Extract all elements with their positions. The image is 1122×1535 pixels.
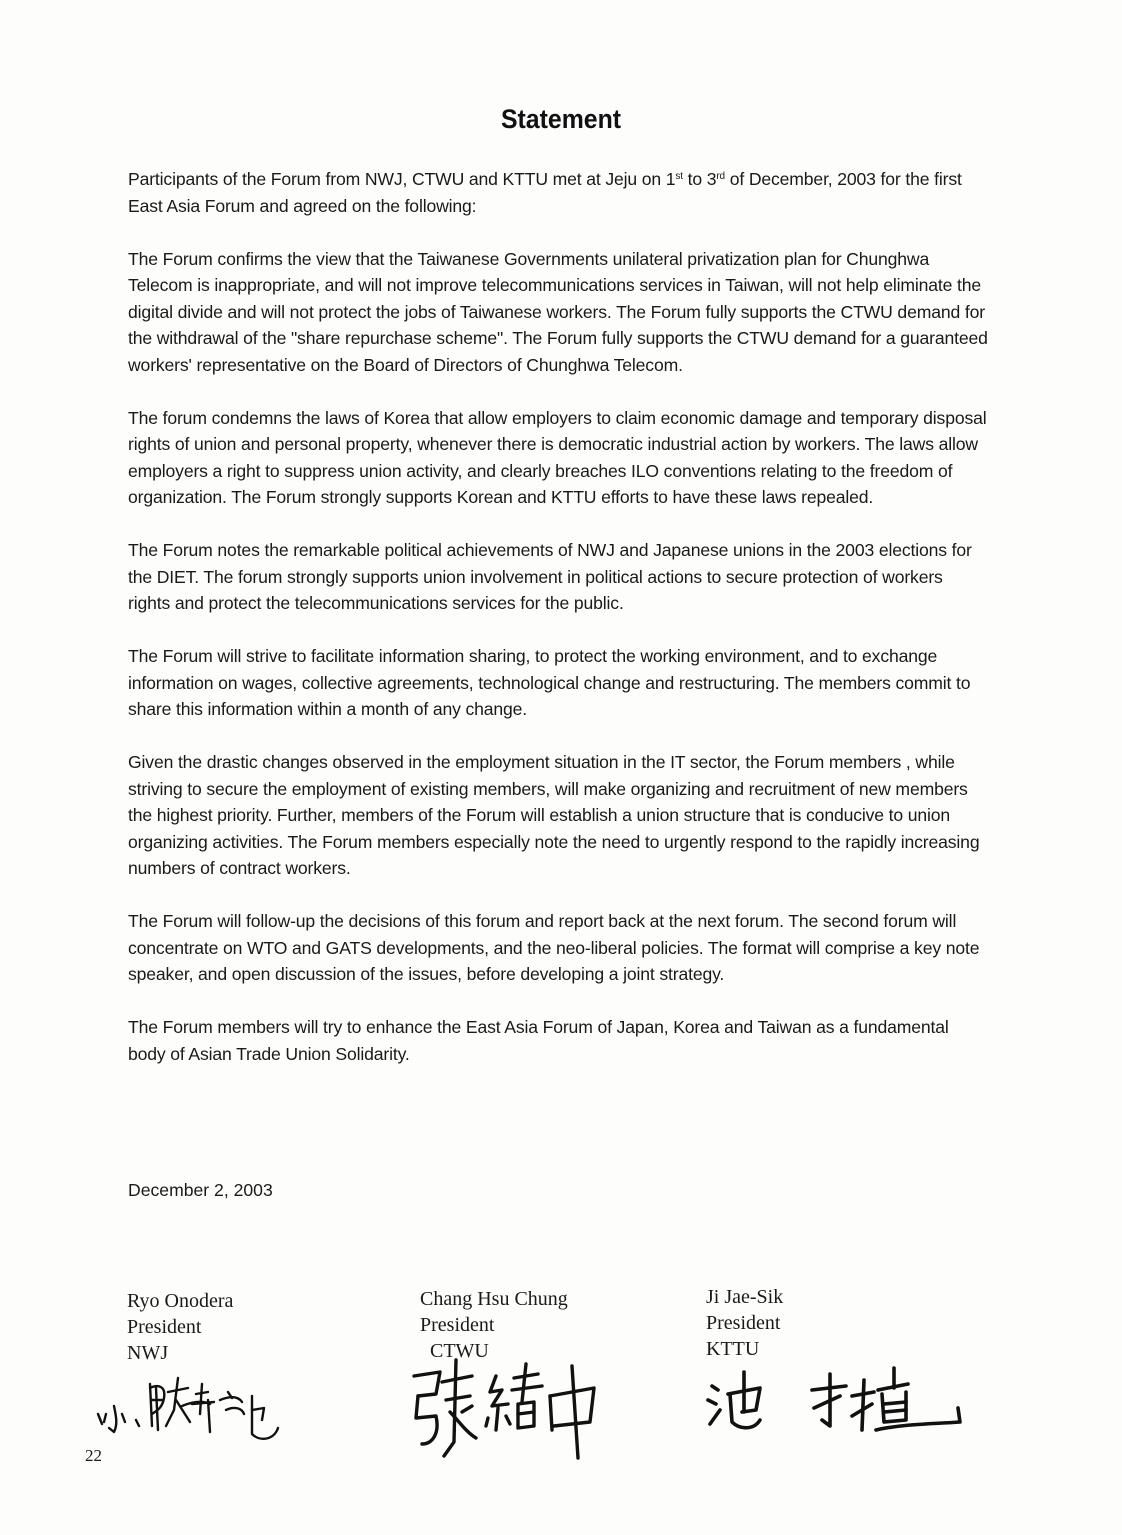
signatory-title: President <box>706 1312 781 1334</box>
signatory-nwj <box>127 1288 233 1366</box>
signatory-org: NWJ <box>127 1342 169 1364</box>
intro-sup-2: rd <box>716 171 725 182</box>
statement-date: December 2, 2003 <box>128 1180 273 1200</box>
signatory-org: KTTU <box>706 1338 760 1360</box>
statement-body <box>128 164 988 1094</box>
intro-paragraph <box>128 164 988 219</box>
intro-text-3: of December, 2003 for the first East Asia Forum and agreed on the following: <box>128 169 962 216</box>
paragraph-taiwan: The Forum confirms the view that the Taiwanese Governments unilateral privatization plan for Chunghwa Telecom is inappropriate, and will not improve telecommunications services in Taiwan, will not help eliminate the digital divide and will not protect the jobs of Taiwanese workers. The Forum fully supports the CTWU demand for the withdrawal of the "share repurchase scheme". The Forum fully supports the CTWU demand for a guaranteed workers' representative on the Board of Directors of Chunghwa Telecom. <box>128 248 988 375</box>
handwritten-signature-ji <box>702 1360 972 1440</box>
paragraph-organizing: Given the drastic changes observed in the employment situation in the IT sector, the Forum members , while striving to secure the employment of existing members, will make organizing and recruitment of new members the highest priority. Further, members of the Forum will establish a union structure that is conducive to union organizing activities. The Forum members especially note the need to urgently respond to the rapidly increasing numbers of contract workers. <box>128 752 980 878</box>
paragraph-korea: The forum condemns the laws of Korea that allow employers to claim economic damage and temporary disposal rights of union and personal property, whenever there is democratic industrial action by workers. The laws allow employers a right to suppress union activity, and clearly breaches ILO conventions relating to the freedom of organization. The Forum strongly supports Korean and KTTU efforts to have these laws repealed. <box>128 407 987 507</box>
signatory-title: President <box>127 1316 202 1338</box>
handwritten-signature-chang <box>400 1346 600 1466</box>
intro-text-2: to 3 <box>682 169 717 189</box>
page-title: Statement <box>500 104 622 134</box>
signatory-kttu <box>706 1284 783 1362</box>
intro-sup-1: st <box>675 171 683 182</box>
signatory-name: Ji Jae-Sik <box>706 1286 784 1308</box>
signatory-title: President <box>420 1314 495 1336</box>
handwritten-signature-onodera <box>92 1370 302 1448</box>
paragraph-follow-up: The Forum will follow-up the decisions of this forum and report back at the next forum. The second forum will concentrate on WTO and GATS developments, and the neo-liberal policies. The format will comprise a key note speaker, and open discussion of the issues, before developing a joint strategy. <box>128 911 980 984</box>
paragraph-solidarity: The Forum members will try to enhance the East Asia Forum of Japan, Korea and Taiwan as a fundamental body of Asian Trade Union Solidarity. <box>128 1017 949 1064</box>
signatory-org: CTWU <box>430 1340 489 1362</box>
paragraph-information-sharing: The Forum will strive to facilitate information sharing, to protect the working environment, and to exchange information on wages, collective agreements, technological change and restructuring. The members commit to share this information within a month of any change. <box>128 646 971 719</box>
intro-text-1: Participants of the Forum from NWJ, CTWU and KTTU met at Jeju on 1 <box>128 169 676 189</box>
paragraph-japan: The Forum notes the remarkable political achievements of NWJ and Japanese unions in the 2003 elections for the DIET. The forum strongly supports union involvement in political actions to secure protection of workers rights and protect the telecommunications services for the public. <box>128 540 972 613</box>
signatory-name: Chang Hsu Chung <box>420 1288 568 1310</box>
signatory-name: Ryo Onodera <box>127 1290 234 1312</box>
page-number: 22 <box>85 1446 102 1465</box>
